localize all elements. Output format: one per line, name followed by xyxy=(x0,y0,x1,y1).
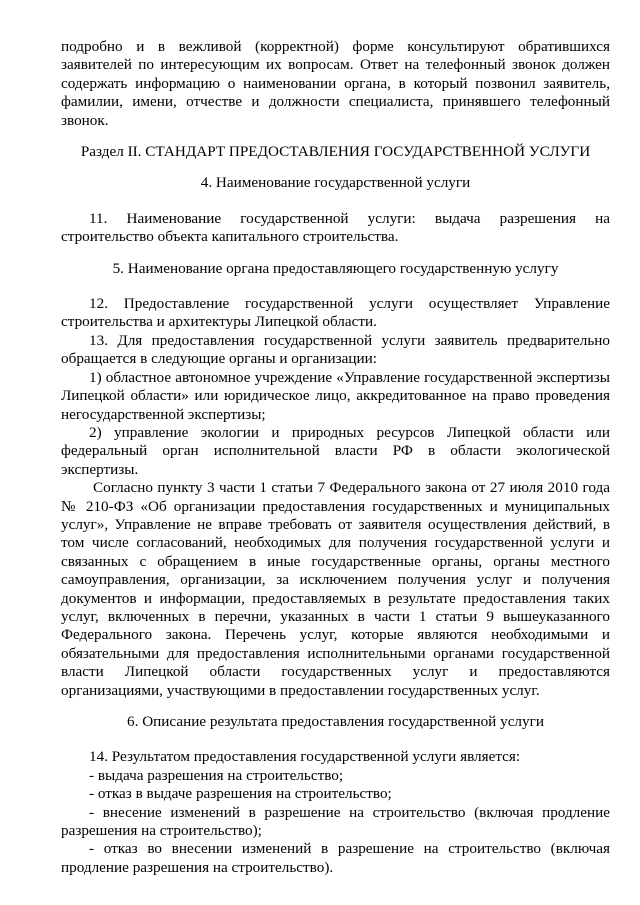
intro-paragraph: подробно и в вежливой (корректной) форме консультируют обратившихся заявителей по интересующим их вопросам. Ответ на телефонный звонок должен содержать информацию о наименовании органа, в который позвонил заявитель, фамилии, имени, отчестве и должности специалиста, принявшего телефонный звонок. xyxy=(61,38,610,129)
paragraph-12: 12. Предоставление государственной услуги осуществляет Управление строительства и архитектуры Липецкой области. xyxy=(61,295,610,331)
paragraph-14-item-d: - отказ во внесении изменений в разрешение на строительство (включая продление разрешения на строительство). xyxy=(61,840,610,876)
subsection-heading-4: 4. Наименование государственной услуги xyxy=(200,174,471,192)
paragraph-14-item-a: - выдача разрешения на строительство; xyxy=(89,766,344,784)
paragraph-law-reference: Согласно пункту 3 части 1 статьи 7 Федерального закона от 27 июля 2010 года № 210-ФЗ «Об организации предоставления государственных и муниципальных услуг», Управление не вправе требовать от заявителя осуществления действий, в том числе согласований, необходимых для получения государственной услуги и связанных с обращением в иные государственные органы, органы местного самоуправления, организации, за исключением получения услуг и получения документов и информации, предоставляемых в результате предоставления таких услуг, включенных в перечни, указанных в части 1 статьи 9 вышеуказанного Федерального закона. Перечень услуг, которые являются необходимыми и обязательными для предоставления исполнительными органами государственной власти Липецкой области государственных услуг и предоставляются организациями, участвующими в предоставлении государственных услуг. xyxy=(61,479,610,699)
section-title: Раздел II. СТАНДАРТ ПРЕДОСТАВЛЕНИЯ ГОСУДАРСТВЕННОЙ УСЛУГИ xyxy=(80,143,591,161)
paragraph-13: 13. Для предоставления государственной услуги заявитель предварительно обращается в следующие органы и организации: xyxy=(61,331,610,368)
subsection-heading-6: 6. Описание результата предоставления государственной услуги xyxy=(127,713,544,730)
paragraph-14-item-b: - отказ в выдаче разрешения на строительство; xyxy=(89,785,392,803)
paragraph-14: 14. Результатом предоставления государственной услуги является: xyxy=(89,748,521,766)
paragraph-13-item-1: 1) областное автономное учреждение «Управление государственной экспертизы Липецкой области» или юридическое лицо, аккредитованное на право проведения негосударственной экспертизы; xyxy=(61,368,610,423)
paragraph-13-item-2: 2) управление экологии и природных ресурсов Липецкой области или федеральный орган исполнительной власти РФ в области экологической экспертизы. xyxy=(61,423,610,478)
subsection-heading-5: 5. Наименование органа предоставляющего государственную услугу xyxy=(112,259,559,277)
document-page xyxy=(61,38,610,877)
paragraph-11: 11. Наименование государственной услуги: выдача разрешения на строительство объекта капитального строительства. xyxy=(61,209,610,246)
paragraph-14-item-c: - внесение изменений в разрешение на строительство (включая продление разрешения на строительство); xyxy=(61,803,610,840)
